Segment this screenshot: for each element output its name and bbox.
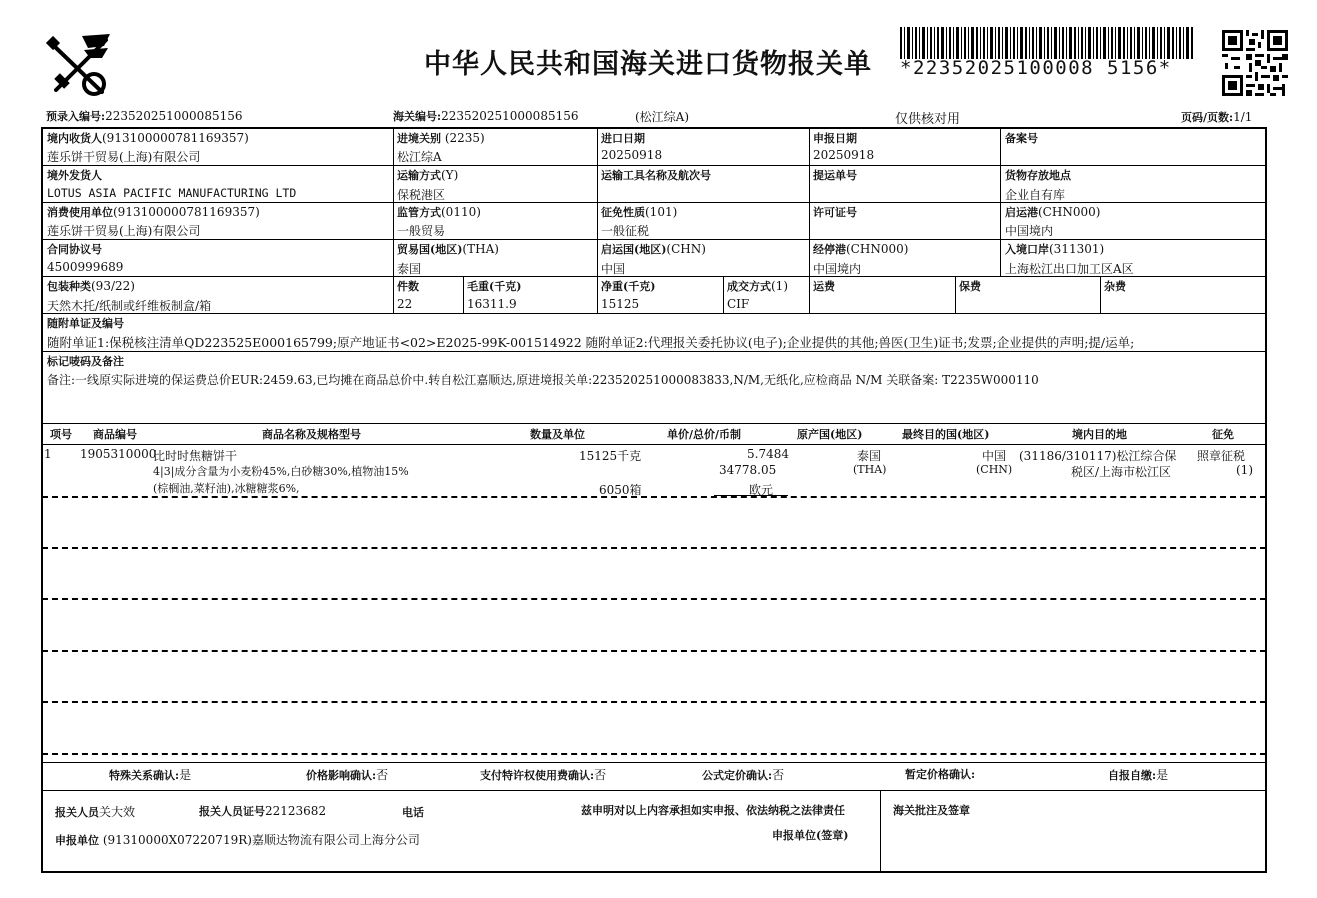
self-pay-confirm: 自报自缴:是 (1108, 768, 1169, 782)
goods-dest-code: (CHN) (976, 463, 1013, 476)
docs-label: 随附单证及编号 (47, 317, 124, 330)
entry-port-name: 松江综A (397, 150, 442, 164)
terms: CIF (727, 297, 750, 311)
goods-currency: 欧元 (749, 483, 774, 497)
col-no: 项号 (50, 428, 72, 441)
goods-spec-1: 4|3|成分含量为小麦粉45%,白砂糖30%,植物油15% (153, 465, 409, 478)
royalty-confirm: 支付特许权使用费确认:否 (480, 768, 607, 782)
price-influence-confirm: 价格影响确认:否 (306, 768, 389, 782)
pieces-label: 件数 (397, 280, 419, 293)
col-price: 单价/总价/币制 (667, 428, 742, 441)
col-levy: 征免 (1212, 428, 1234, 441)
transport-label: 运输方式(Y) (397, 168, 459, 182)
license-label: 许可证号 (813, 206, 857, 219)
form-title: 中华人民共和国海关进口货物报关单 (424, 49, 872, 80)
trade-country-label: 贸易国(地区)(THA) (397, 242, 499, 256)
storage-label: 货物存放地点 (1005, 169, 1071, 182)
stop-port: 中国境内 (813, 262, 862, 276)
docs-text: 随附单证1:保税核注清单QD223525E000165799;原产地证书<02>E2025-99K-001514922 随附单证2:代理报关委托协议(电子);企业提供的其他;兽医(卫生)证书;发票;企业提供的声明;提/运单; (47, 335, 1135, 350)
customs-number: 海关编号:223520251000085156 (393, 109, 579, 123)
terms-label: 成交方式(1) (727, 279, 788, 293)
gross-label: 毛重(千克) (467, 280, 522, 293)
goods-origin: 泰国 (857, 449, 882, 463)
declare-unit: 申报单位 (91310000X07220719R)嘉顺达物流有限公司上海分公司 (55, 833, 420, 847)
transport-name: 保税港区 (397, 188, 446, 202)
levy-name: 一般征税 (601, 224, 650, 238)
import-date: 20250918 (601, 148, 663, 162)
remarks-label: 标记唛码及备注 (47, 355, 124, 368)
declare-unit-seal: 申报单位(签章) (772, 829, 849, 842)
declarant: 报关人员关大效 (55, 805, 136, 819)
consignee-label: 境内收货人(913100000781169357) (47, 131, 249, 145)
goods-dest: 中国 (982, 449, 1007, 463)
user-label: 消费使用单位(913100000781169357) (47, 205, 260, 219)
goods-spec-2: (棕榈油,菜籽油),冰糖糖浆6%, (153, 482, 300, 495)
col-code: 商品编号 (93, 428, 137, 441)
pack-label: 包装种类(93/22) (47, 279, 135, 293)
goods-domestic-1: (31186/310117)松江综合保 (1019, 449, 1177, 463)
supervision-label: 监管方式(0110) (397, 205, 481, 219)
pieces: 22 (397, 297, 413, 311)
vessel-label: 运输工具名称及航次号 (601, 169, 711, 182)
phone-label: 电话 (402, 806, 424, 819)
levy-label: 征免性质(101) (601, 205, 678, 219)
consignee-name: 莲乐饼干贸易(上海)有限公司 (47, 150, 201, 164)
customs-emblem-icon (44, 30, 116, 100)
goods-qty-2: 6050箱 (599, 483, 642, 497)
shipper-label: 境外发货人 (47, 169, 102, 182)
goods-unit-price: 5.7484 (747, 447, 789, 461)
insurance-label: 保费 (959, 280, 981, 293)
declarant-cert: 报关人员证号22123682 (199, 804, 327, 818)
entry-place-label: 入境口岸(311301) (1005, 242, 1105, 256)
stop-port-label: 经停港(CHN000) (813, 242, 909, 256)
declare-date-label: 申报日期 (813, 132, 857, 145)
import-date-label: 进口日期 (601, 132, 645, 145)
goods-qty-1: 15125千克 (579, 449, 642, 463)
qr-code-icon (1222, 30, 1288, 96)
goods-name: 比时时焦糖饼干 (153, 449, 238, 463)
storage: 企业自有库 (1005, 188, 1066, 202)
dep-port-label: 启运港(CHN000) (1005, 205, 1101, 219)
barcode-text: *22352025100008 5156* (900, 57, 1172, 79)
misc-label: 杂费 (1104, 280, 1126, 293)
goods-origin-code: (THA) (853, 463, 887, 476)
contract: 4500999689 (47, 260, 124, 274)
col-origin: 原产国(地区) (797, 428, 863, 441)
col-dest: 最终目的国(地区) (902, 428, 990, 441)
origin-country-label: 启运国(地区)(CHN) (601, 242, 706, 256)
goods-total-price: 34778.05 (719, 463, 777, 477)
goods-code: 1905310000 (80, 447, 157, 461)
verify-only-label: 仅供核对用 (895, 112, 961, 127)
trade-country: 泰国 (397, 262, 422, 276)
goods-levy-1: 照章征税 (1197, 449, 1246, 463)
user-name: 莲乐饼干贸易(上海)有限公司 (47, 224, 201, 238)
bl-label: 提运单号 (813, 169, 857, 182)
col-domestic: 境内目的地 (1072, 428, 1127, 441)
contract-label: 合同协议号 (47, 243, 102, 256)
goods-no: 1 (44, 447, 52, 461)
remarks-text: 备注:一线原实际进境的保运费总价EUR:2459.63,已均摊在商品总价中.转自松江嘉顺达,原进境报关单:223520251000083833,N/M,无纸化,应检商品 N/M 关联备案: T2235W000110 (47, 373, 1039, 387)
record-no-label: 备案号 (1005, 132, 1038, 145)
page-indicator: 页码/页数:1/1 (1181, 110, 1253, 124)
pre-entry-number: 预录入编号:223520251000085156 (46, 109, 243, 123)
dep-port-name: 中国境内 (1005, 224, 1054, 238)
customs-sign-label: 海关批注及签章 (893, 804, 970, 817)
declare-date: 20250918 (813, 148, 875, 162)
shipper-name: LOTUS ASIA PACIFIC MANUFACTURING LTD (47, 186, 297, 200)
net-label: 净重(千克) (601, 280, 656, 293)
origin-country: 中国 (601, 262, 626, 276)
pack: 天然木托/纸制或纤维板制盒/箱 (47, 299, 212, 313)
net: 15125 (601, 297, 640, 311)
goods-levy-2: (1) (1236, 463, 1253, 477)
formula-price-confirm: 公式定价确认:否 (702, 768, 785, 782)
legal-statement: 兹申明对以上内容承担如实申报、依法纳税之法律责任 (581, 804, 845, 817)
col-qty: 数量及单位 (530, 428, 585, 441)
col-name: 商品名称及规格型号 (262, 428, 361, 441)
goods-domestic-2: 税区/上海市松江区 (1071, 465, 1172, 479)
freight-label: 运费 (813, 280, 835, 293)
supervision-name: 一般贸易 (397, 224, 446, 238)
special-relation-confirm: 特殊关系确认:是 (109, 768, 192, 782)
entry-port-label: 进境关别 (2235) (397, 131, 485, 145)
gross: 16311.9 (467, 297, 517, 311)
customs-name: (松江综A) (635, 110, 690, 124)
tentative-price-confirm: 暂定价格确认: (905, 768, 976, 781)
entry-place: 上海松江出口加工区A区 (1005, 262, 1134, 276)
barcode (900, 27, 1194, 59)
